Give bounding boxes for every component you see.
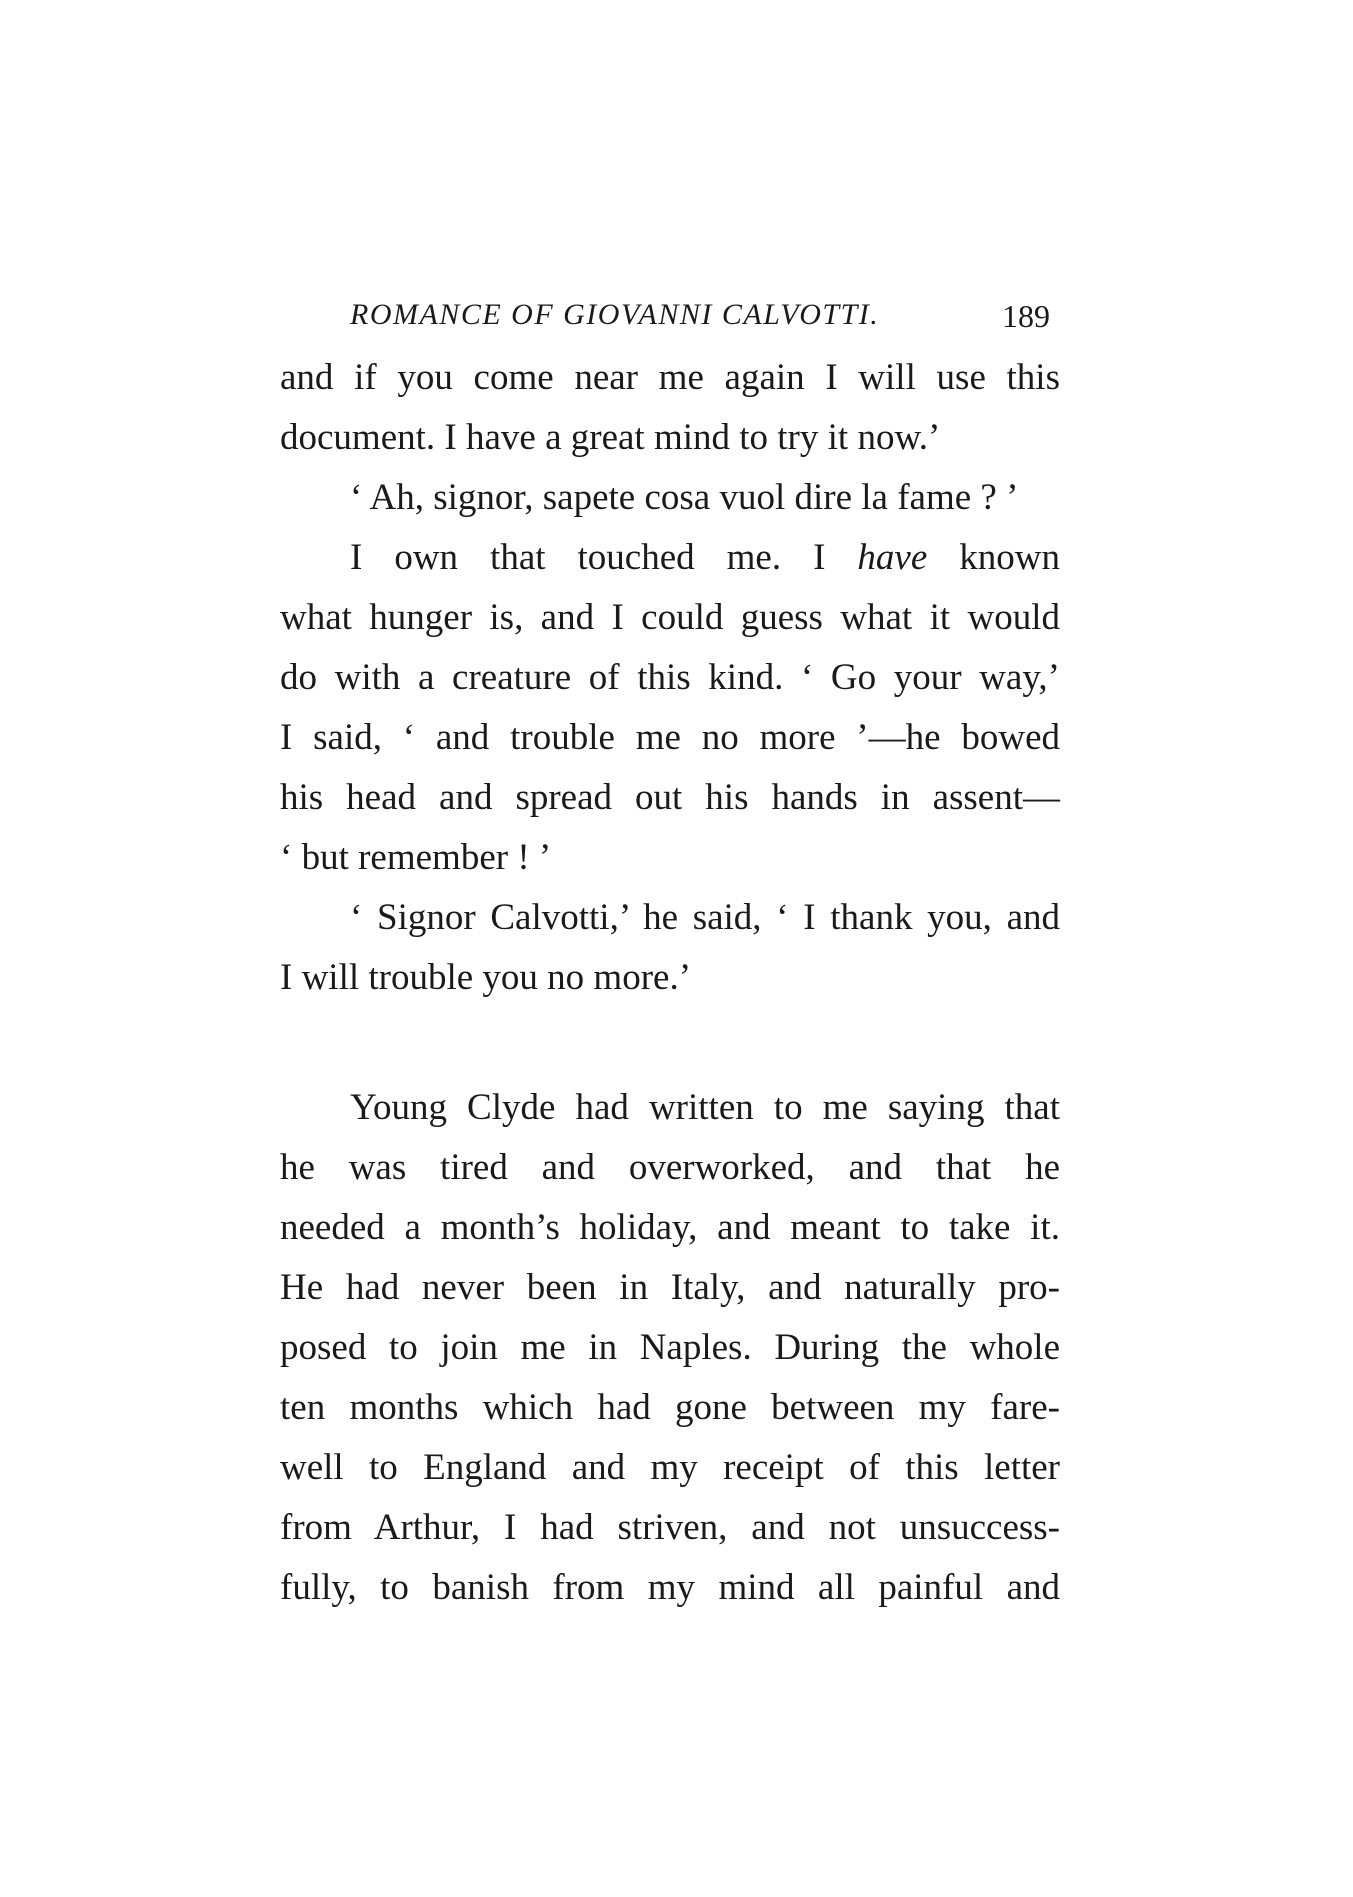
emphasis-text: have <box>857 537 928 578</box>
text-line: He had never been in Italy, and naturally pro- <box>280 1267 1060 1308</box>
text-section-2 <box>280 1078 1060 1618</box>
text-line: I will trouble you no more.’ <box>280 957 692 998</box>
text-line: fully, to banish from my mind all painful and <box>280 1567 1060 1608</box>
text-fragment: known <box>927 537 1060 578</box>
text-line-with-emphasis <box>280 528 1060 588</box>
text-line: Young Clyde had written to me saying that <box>350 1087 1060 1128</box>
text-line: what hunger is, and I could guess what it would <box>280 597 1060 638</box>
text-line: his head and spread out his hands in assent— <box>280 777 1060 818</box>
text-line: well to England and my receipt of this letter <box>280 1447 1060 1488</box>
text-line: document. I have a great mind to try it now.’ <box>280 417 941 458</box>
text-fragment: I own that touched me. I <box>350 537 858 578</box>
page-number: 189 <box>1002 298 1050 334</box>
running-head <box>350 298 1050 342</box>
text-line: ‘ but remember ! ’ <box>280 837 552 878</box>
running-head-title: ROMANCE OF GIOVANNI CALVOTTI. <box>350 298 880 331</box>
text-line: and if you come near me again I will use this <box>280 357 1060 398</box>
text-line: he was tired and overworked, and that he <box>280 1147 1060 1188</box>
text-section-1 <box>280 348 1060 1008</box>
text-line: ‘ Signor Calvotti,’ he said, ‘ I thank you, and <box>350 897 1060 938</box>
text-line: ten months which had gone between my fare- <box>280 1387 1060 1428</box>
text-line: needed a month’s holiday, and meant to take it. <box>280 1207 1060 1248</box>
text-line: from Arthur, I had striven, and not unsuccess- <box>280 1507 1060 1548</box>
text-line: ‘ Ah, signor, sapete cosa vuol dire la fame ? ’ <box>350 477 1019 518</box>
text-line: I said, ‘ and trouble me no more ’—he bowed <box>280 717 1060 758</box>
text-line: posed to join me in Naples. During the whole <box>280 1327 1060 1368</box>
text-line: do with a creature of this kind. ‘ Go your way,’ <box>280 657 1060 698</box>
